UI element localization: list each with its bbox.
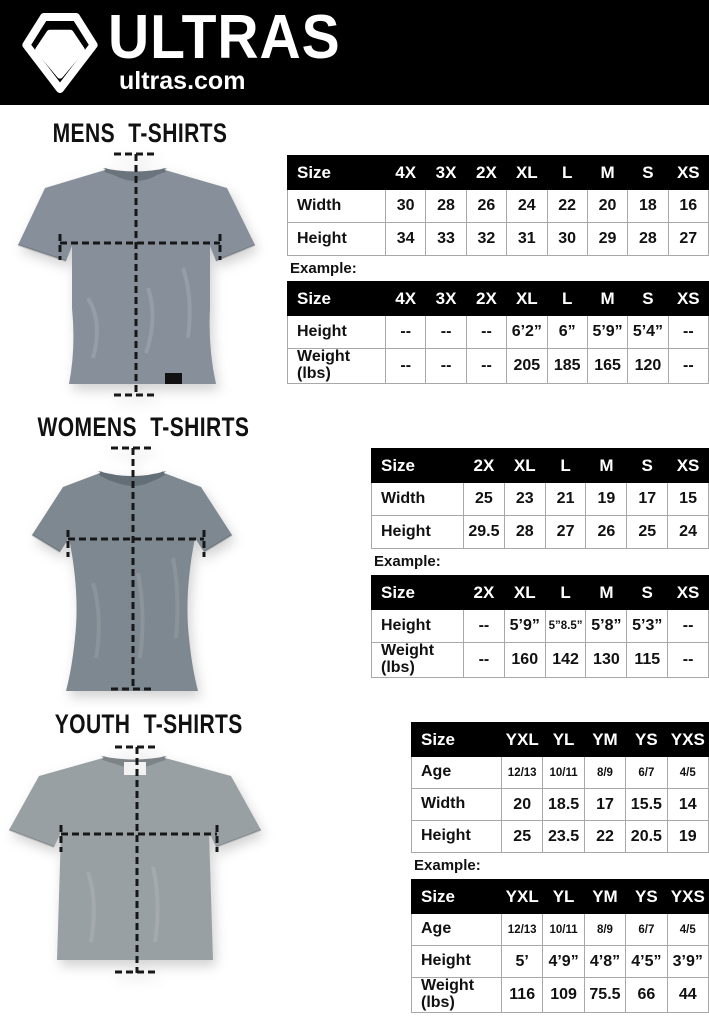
table-cell: 19 [586,483,627,516]
table-cell: 130 [586,643,627,678]
table-cell: 142 [545,643,586,678]
womens-example-table [371,575,709,678]
column-header: L [547,282,587,316]
table-row [412,757,709,789]
table-cell: 12/13 [502,914,543,946]
column-header: S [628,282,668,316]
table-cell: 17 [584,789,625,821]
row-label: Height [412,821,502,853]
table-row [372,516,709,549]
row-label: Height [288,316,386,349]
mens-size-table [287,155,709,256]
table-cell: 28 [628,223,668,256]
column-header: YL [543,880,584,914]
table-cell: 3’9” [667,946,708,978]
table-cell: 75.5 [584,978,625,1013]
table-cell: 15 [668,483,709,516]
table-header-row [288,282,709,316]
table-cell: 21 [545,483,586,516]
table-cell: 5’3” [627,610,668,643]
table-cell: 29 [587,223,627,256]
womens-example-label: Example: [374,553,441,570]
column-header: 2X [466,282,506,316]
column-header: S [627,576,668,610]
table-cell: 28 [504,516,545,549]
table-cell: 116 [502,978,543,1013]
table-cell: 26 [466,190,506,223]
table-cell: -- [386,349,426,384]
column-header: 4X [386,282,426,316]
table-cell: 6/7 [626,757,667,789]
table-row [288,223,709,256]
table-header-row [288,156,709,190]
table-cell: 120 [628,349,668,384]
column-header: YL [543,723,584,757]
table-cell: 10/11 [543,914,584,946]
table-cell: 20 [502,789,543,821]
column-header: XL [504,449,545,483]
table-cell: -- [464,610,505,643]
table-cell: 4’9” [543,946,584,978]
row-label: Height [372,516,464,549]
table-row [288,316,709,349]
table-cell: 25 [464,483,505,516]
table-cell: 205 [507,349,547,384]
womens-size-table [371,448,709,549]
table-cell: 16 [668,190,708,223]
table-cell: -- [466,316,506,349]
column-header: XL [507,282,547,316]
youth-size-table [411,722,709,853]
brand-logotype: ULTRAS [108,3,341,72]
table-cell: 4/5 [667,757,708,789]
table-cell: -- [466,349,506,384]
column-header: L [545,576,586,610]
youth-example-table [411,879,709,1013]
column-header: XS [668,576,709,610]
mens-example-table [287,281,709,384]
column-header: Size [372,449,464,483]
header-bar [0,0,709,105]
womens-tshirt-image [8,443,253,693]
table-row [412,946,709,978]
table-cell: 5”8.5” [545,610,586,643]
table-header-row [372,576,709,610]
column-header: 2X [464,449,505,483]
row-label: Height [288,223,386,256]
table-cell: 5’4” [628,316,668,349]
table-cell: 31 [507,223,547,256]
table-cell: 185 [547,349,587,384]
table-cell: 30 [386,190,426,223]
table-cell: 33 [426,223,466,256]
row-label: Weight (lbs) [288,349,386,384]
table-cell: 30 [547,223,587,256]
table-cell: 18 [628,190,668,223]
table-row [372,610,709,643]
table-row [412,914,709,946]
column-header: YXS [667,723,708,757]
table-cell: 4’5” [626,946,667,978]
table-cell: 12/13 [502,757,543,789]
table-cell: 18.5 [543,789,584,821]
table-cell: 19 [667,821,708,853]
table-cell: 24 [668,516,709,549]
column-header: XL [507,156,547,190]
table-cell: 6’2” [507,316,547,349]
row-label: Age [412,757,502,789]
table-cell: 165 [587,349,627,384]
table-cell: 160 [504,643,545,678]
column-header: 3X [426,156,466,190]
table-cell: 5’ [502,946,543,978]
table-cell: 22 [547,190,587,223]
table-cell: 25 [627,516,668,549]
table-row [412,821,709,853]
table-cell: 23 [504,483,545,516]
table-cell: 22 [584,821,625,853]
row-label: Width [288,190,386,223]
table-cell: 29.5 [464,516,505,549]
table-cell: -- [668,349,708,384]
table-cell: 5’8” [586,610,627,643]
table-cell: 32 [466,223,506,256]
table-row [412,789,709,821]
column-header: Size [412,723,502,757]
table-header-row [412,880,709,914]
column-header: Size [412,880,502,914]
table-row [372,643,709,678]
column-header: Size [288,156,386,190]
table-row [412,978,709,1013]
row-label: Weight (lbs) [412,978,502,1013]
table-cell: 27 [545,516,586,549]
neck-label [124,762,146,775]
table-cell: 14 [667,789,708,821]
table-cell: 5’9” [504,610,545,643]
column-header: YM [584,880,625,914]
column-header: M [586,576,627,610]
mens-example-label: Example: [290,260,357,277]
youth-example-label: Example: [414,857,481,874]
table-cell: 34 [386,223,426,256]
table-cell: 20.5 [626,821,667,853]
table-cell: -- [668,610,709,643]
table-cell: 23.5 [543,821,584,853]
table-cell: 66 [626,978,667,1013]
table-cell: 27 [668,223,708,256]
column-header: YM [584,723,625,757]
table-cell: 6/7 [626,914,667,946]
table-cell: -- [426,349,466,384]
pentagon-shield-icon [20,6,100,100]
row-label: Width [372,483,464,516]
column-header: YXL [502,880,543,914]
youth-tshirt-image [3,742,265,977]
womens-section-title: WOMENS T-SHIRTS [37,412,250,442]
column-header: M [586,449,627,483]
row-label: Weight (lbs) [372,643,464,678]
column-header: XS [668,282,708,316]
table-cell: 15.5 [626,789,667,821]
table-header-row [372,449,709,483]
table-cell: -- [668,316,708,349]
table-cell: 115 [627,643,668,678]
column-header: Size [288,282,386,316]
table-cell: -- [464,643,505,678]
row-label: Height [412,946,502,978]
column-header: 2X [466,156,506,190]
site-url: ultras.com [119,67,246,95]
column-header: 2X [464,576,505,610]
column-header: YXS [667,880,708,914]
table-cell: 6” [547,316,587,349]
table-cell: 44 [667,978,708,1013]
column-header: L [547,156,587,190]
table-cell: -- [426,316,466,349]
column-header: S [628,156,668,190]
column-header: XL [504,576,545,610]
table-cell: 8/9 [584,757,625,789]
row-label: Height [372,610,464,643]
mens-tshirt-image [8,148,263,400]
table-cell: 28 [426,190,466,223]
table-cell: 10/11 [543,757,584,789]
row-label: Age [412,914,502,946]
table-cell: 109 [543,978,584,1013]
column-header: YS [626,723,667,757]
table-cell: 25 [502,821,543,853]
table-cell: 17 [627,483,668,516]
table-cell: 5’9” [587,316,627,349]
youth-section-title: YOUTH T-SHIRTS [54,709,243,739]
column-header: L [545,449,586,483]
table-cell: 24 [507,190,547,223]
column-header: 4X [386,156,426,190]
column-header: M [587,156,627,190]
table-cell: 20 [587,190,627,223]
table-row [372,483,709,516]
hem-tag [165,373,182,384]
table-cell: 4’8” [584,946,625,978]
column-header: XS [668,449,709,483]
table-row [288,349,709,384]
row-label: Width [412,789,502,821]
column-header: M [587,282,627,316]
table-cell: 8/9 [584,914,625,946]
table-cell: 26 [586,516,627,549]
column-header: S [627,449,668,483]
table-cell: -- [386,316,426,349]
table-cell: 4/5 [667,914,708,946]
column-header: 3X [426,282,466,316]
column-header: YS [626,880,667,914]
column-header: Size [372,576,464,610]
mens-section-title: MENS T-SHIRTS [52,118,228,148]
table-row [288,190,709,223]
column-header: XS [668,156,708,190]
column-header: YXL [502,723,543,757]
table-header-row [412,723,709,757]
table-cell: -- [668,643,709,678]
